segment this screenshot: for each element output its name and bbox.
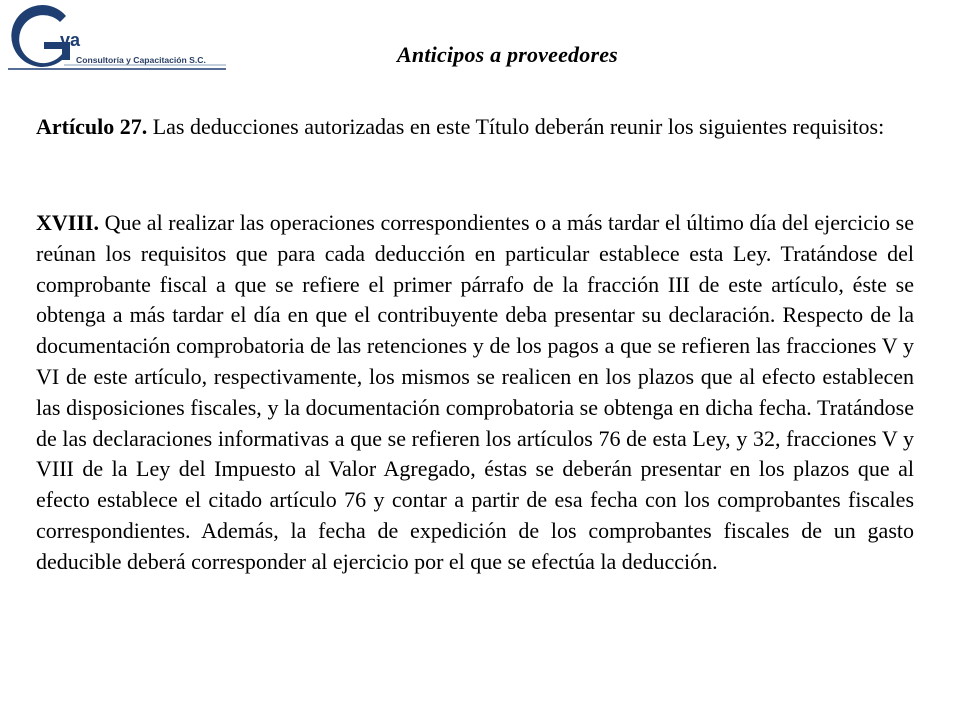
fraction-number: XVIII. — [36, 210, 99, 235]
article-intro-text: Las deducciones autorizadas en este Título deberán reunir los siguientes requisitos: — [152, 114, 885, 139]
fraction-text: Que al realizar las operaciones correspondientes o a más tardar el último día del ejercicio se reúnan los requisitos que para cada deducción en particular establece esta Ley. Tratándose del comprobante fiscal a que se refiere el primer párrafo de la fracción III de este artículo, éste se obtenga a más tardar el día en que el contribuyente deba presentar su declaración. Respecto de la documentación comprobatoria de las retenciones y de los pagos a que se refieren las fracciones V y VI de este artículo, respectivamente, los mismos se realicen en los plazos que al efecto establecen las disposiciones fiscales, y la documentación comprobatoria se obtenga en dicha fecha. Tratándose de las declaraciones informativas a que se refieren los artículos 76 de esta Ley, y 32, fracciones V y VIII de la Ley del Impuesto al Valor Agregado, éstas se deberán presentar en los plazos que al efecto establece el citado artículo 76 y contar a partir de esa fecha con los comprobantes fiscales correspondientes. Además, la fecha de expedición de los comprobantes fiscales de un gasto deducible deberá corresponder al ejercicio por el que se efectúa la deducción. — [36, 210, 914, 574]
fraction-paragraph — [36, 208, 914, 578]
page-title: Anticipos a proveedores — [397, 42, 618, 67]
article-heading: Artículo 27. — [36, 114, 148, 139]
article-intro-paragraph — [36, 112, 914, 142]
logo-va-text: va — [60, 30, 81, 50]
logo-company-name: Consultoría y Capacitación S.C. — [76, 55, 206, 65]
